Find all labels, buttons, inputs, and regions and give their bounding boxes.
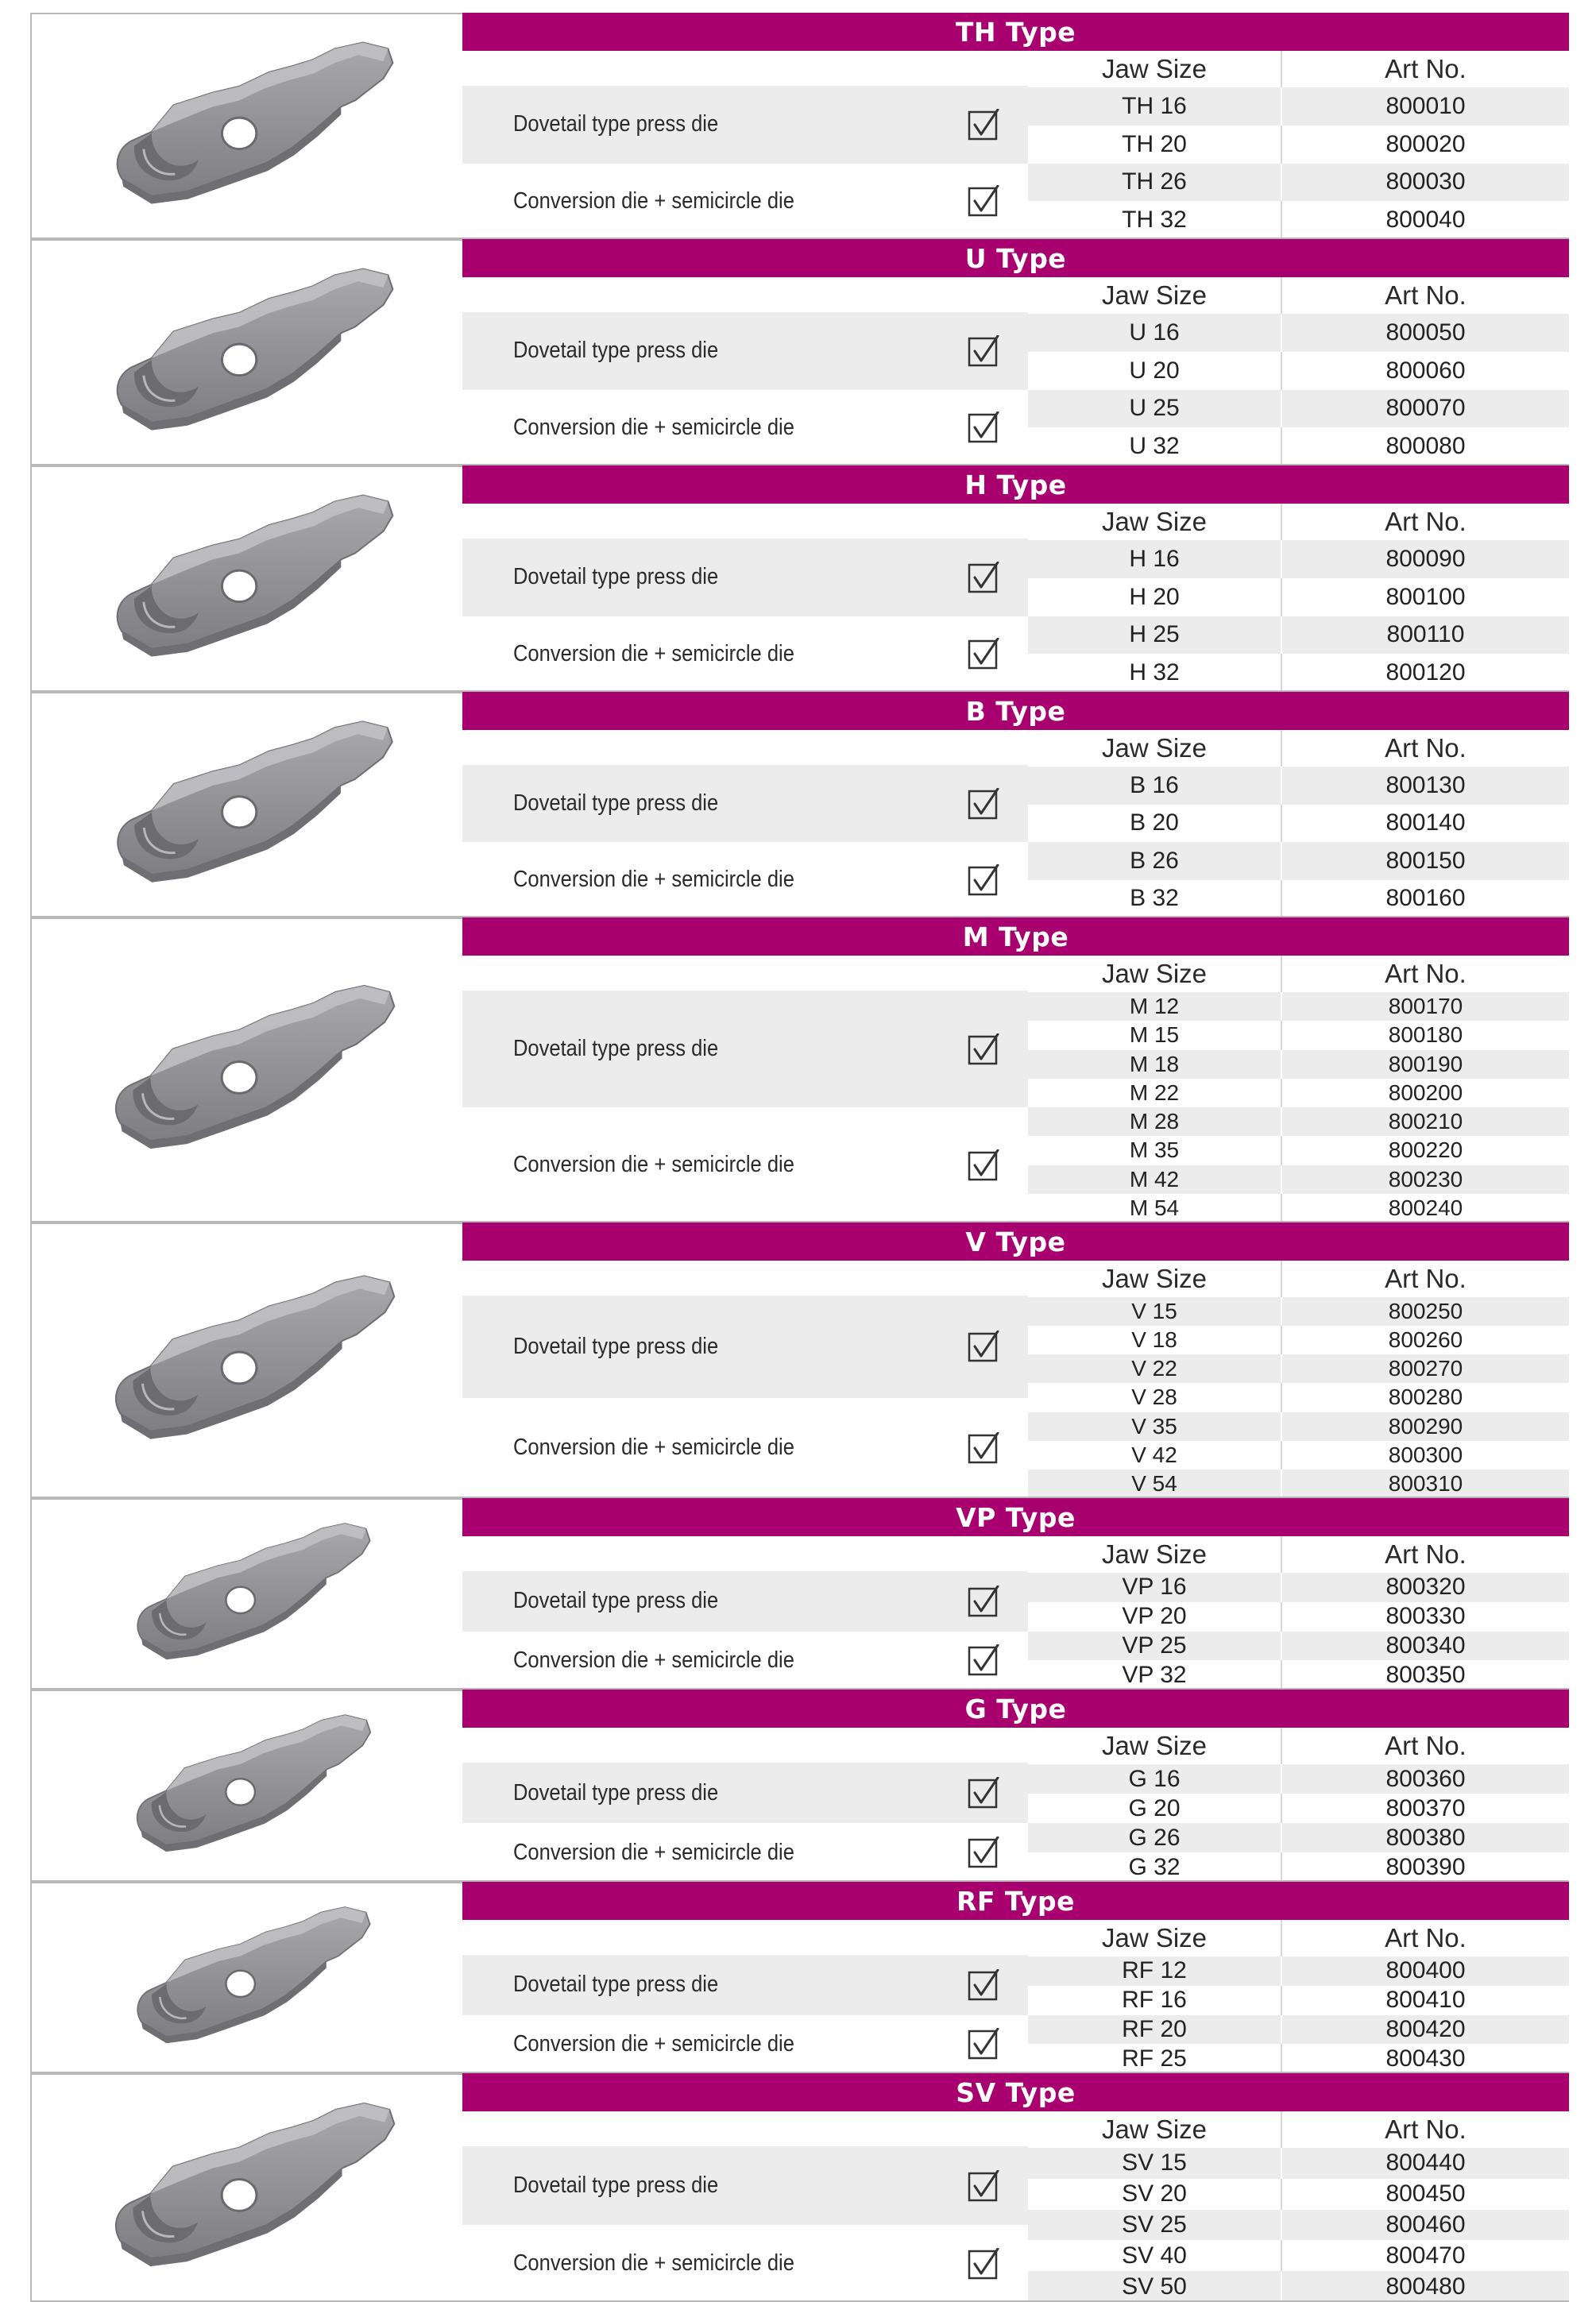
dovetail-label: Dovetail type press die <box>513 790 719 816</box>
table-row <box>1028 540 1569 578</box>
table-header-row <box>1028 504 1569 540</box>
dovetail-row <box>462 765 1028 842</box>
checkbox-checked-icon <box>968 1586 999 1617</box>
type-section <box>30 1882 1569 2073</box>
jaw-size-header: Jaw Size <box>1028 730 1282 767</box>
conversion-row <box>462 1107 1028 1222</box>
art-no-header: Art No. <box>1385 1539 1467 1569</box>
table-row <box>1028 314 1569 352</box>
jaw-size-header: Jaw Size <box>1028 2111 1282 2148</box>
art-no-cell: 800200 <box>1388 1080 1463 1105</box>
art-no-cell: 800210 <box>1388 1109 1463 1134</box>
jaw-size-cell: M 12 <box>1028 992 1282 1021</box>
art-no-cell: 800320 <box>1385 1574 1466 1601</box>
art-no-header: Art No. <box>1385 1923 1467 1952</box>
table-row <box>1028 87 1569 126</box>
section-table <box>462 2073 1569 2302</box>
checkbox-checked-icon <box>968 864 999 896</box>
table-row <box>1028 805 1569 843</box>
table-row <box>1028 992 1569 1021</box>
table-header-row <box>1028 277 1569 314</box>
table-row <box>1028 126 1569 164</box>
table-row <box>1028 616 1569 655</box>
checkbox-checked-icon <box>968 1837 999 1868</box>
jaw-size-cell: G 26 <box>1028 1823 1282 1852</box>
art-no-cell: 800350 <box>1385 1661 1466 1688</box>
table-row <box>1028 2148 1569 2179</box>
jaw-size-cell: V 28 <box>1028 1383 1282 1412</box>
jaw-size-cell: TH 32 <box>1028 201 1282 239</box>
art-no-header: Art No. <box>1385 1264 1467 1293</box>
table-row <box>1028 1297 1569 1326</box>
conversion-row <box>462 164 1028 240</box>
press-die-image <box>32 241 462 464</box>
art-no-cell: 800100 <box>1385 583 1466 610</box>
art-no-cell: 800140 <box>1385 809 1466 836</box>
art-no-cell: 800190 <box>1388 1051 1463 1076</box>
table-header-row <box>1028 1728 1569 1764</box>
art-no-header: Art No. <box>1385 733 1467 763</box>
art-no-cell: 800430 <box>1385 2045 1466 2072</box>
checkbox-checked-icon <box>968 2248 999 2280</box>
art-no-header: Art No. <box>1385 2115 1467 2144</box>
conversion-label: Conversion die + semicircle die <box>513 640 794 666</box>
conversion-row <box>462 2225 1028 2302</box>
jaw-size-cell: TH 20 <box>1028 126 1282 164</box>
label-spacer <box>462 730 1028 767</box>
checkbox-checked-icon <box>968 1969 999 2001</box>
label-spacer <box>462 1920 1028 1956</box>
die-image-cell <box>30 917 462 1222</box>
jaw-size-cell: B 16 <box>1028 767 1282 805</box>
table-row <box>1028 1021 1569 1049</box>
jaw-size-header: Jaw Size <box>1028 956 1282 992</box>
table-row <box>1028 201 1569 239</box>
art-no-cell: 800090 <box>1385 545 1466 572</box>
art-no-cell: 800160 <box>1385 885 1466 912</box>
checkbox-checked-icon <box>968 1033 999 1065</box>
art-no-cell: 800410 <box>1385 1987 1466 2014</box>
art-no-header: Art No. <box>1385 507 1467 536</box>
type-section <box>30 1498 1569 1690</box>
jaw-size-header: Jaw Size <box>1028 1261 1282 1297</box>
table-row <box>1028 654 1569 692</box>
section-table <box>462 13 1569 239</box>
table-header-row <box>1028 1920 1569 1956</box>
dovetail-row <box>462 1763 1028 1823</box>
jaw-size-cell: V 35 <box>1028 1412 1282 1441</box>
art-no-cell: 800150 <box>1385 847 1466 874</box>
dovetail-label: Dovetail type press die <box>513 1779 719 1806</box>
checkbox-checked-icon <box>968 562 999 593</box>
dovetail-label: Dovetail type press die <box>513 1588 719 1614</box>
jaw-size-cell: RF 16 <box>1028 1986 1282 2015</box>
jaw-size-cell: VP 32 <box>1028 1660 1282 1690</box>
table-header-row <box>1028 1536 1569 1573</box>
die-image-cell <box>30 1690 462 1882</box>
art-no-cell: 800360 <box>1385 1765 1466 1792</box>
table-row <box>1028 2044 1569 2073</box>
art-no-cell: 800050 <box>1385 319 1466 346</box>
table-row <box>1028 1441 1569 1470</box>
art-no-cell: 800300 <box>1388 1442 1463 1467</box>
checkbox-checked-icon <box>968 788 999 820</box>
jaw-size-cell: M 35 <box>1028 1136 1282 1165</box>
art-no-cell: 800400 <box>1385 1957 1466 1984</box>
table-row <box>1028 1079 1569 1107</box>
conversion-row <box>462 390 1028 466</box>
art-no-cell: 800060 <box>1385 357 1466 384</box>
conversion-label: Conversion die + semicircle die <box>513 414 794 440</box>
art-no-cell: 800230 <box>1388 1166 1463 1192</box>
table-header-row <box>1028 1261 1569 1297</box>
table-row <box>1028 1050 1569 1079</box>
type-section <box>30 239 1569 465</box>
table-row <box>1028 1573 1569 1602</box>
die-image-cell <box>30 692 462 917</box>
section-title: M Type <box>462 917 1569 956</box>
type-section <box>30 1222 1569 1498</box>
dovetail-row <box>462 1296 1028 1398</box>
jaw-size-header: Jaw Size <box>1028 277 1282 314</box>
table-row <box>1028 578 1569 616</box>
jaw-size-cell: V 54 <box>1028 1470 1282 1498</box>
art-no-cell: 800070 <box>1385 395 1466 422</box>
table-row <box>1028 1412 1569 1441</box>
table-row <box>1028 1660 1569 1690</box>
dovetail-row <box>462 539 1028 616</box>
jaw-size-cell: VP 16 <box>1028 1573 1282 1602</box>
dovetail-row <box>462 312 1028 390</box>
table-row <box>1028 1326 1569 1354</box>
die-image-cell <box>30 1222 462 1498</box>
art-no-cell: 800290 <box>1388 1413 1463 1439</box>
table-row <box>1028 1956 1569 1986</box>
label-spacer <box>462 2111 1028 2148</box>
label-spacer <box>462 1261 1028 1297</box>
label-spacer <box>462 51 1028 87</box>
jaw-size-cell: VP 20 <box>1028 1602 1282 1632</box>
table-row <box>1028 1136 1569 1165</box>
table-row <box>1028 2015 1569 2045</box>
table-row <box>1028 1986 1569 2015</box>
art-no-cell: 800280 <box>1388 1385 1463 1410</box>
checkbox-checked-icon <box>968 335 999 367</box>
jaw-size-cell: V 15 <box>1028 1297 1282 1326</box>
art-no-cell: 800420 <box>1385 2015 1466 2042</box>
table-row <box>1028 164 1569 202</box>
dovetail-row <box>462 991 1028 1107</box>
table-row <box>1028 1107 1569 1136</box>
section-table <box>462 1222 1569 1498</box>
type-section <box>30 2073 1569 2302</box>
table-row <box>1028 1383 1569 1412</box>
type-section <box>30 465 1569 692</box>
table-header-row <box>1028 730 1569 767</box>
jaw-size-cell: VP 25 <box>1028 1632 1282 1661</box>
table-row <box>1028 427 1569 465</box>
conversion-label: Conversion die + semicircle die <box>513 1435 794 1461</box>
conversion-label: Conversion die + semicircle die <box>513 1839 794 1865</box>
jaw-size-cell: TH 26 <box>1028 164 1282 202</box>
dovetail-label: Dovetail type press die <box>513 338 719 364</box>
table-row <box>1028 880 1569 918</box>
die-image-cell <box>30 13 462 239</box>
jaw-size-cell: B 20 <box>1028 805 1282 843</box>
section-table <box>462 917 1569 1222</box>
table-row <box>1028 352 1569 390</box>
art-no-cell: 800110 <box>1386 621 1465 648</box>
table-row <box>1028 1823 1569 1852</box>
section-title: G Type <box>462 1690 1569 1728</box>
table-row <box>1028 1602 1569 1632</box>
jaw-size-cell: G 20 <box>1028 1794 1282 1823</box>
checkbox-checked-icon <box>968 1777 999 1809</box>
dovetail-row <box>462 86 1028 164</box>
jaw-size-cell: TH 16 <box>1028 87 1282 126</box>
checkbox-checked-icon <box>968 1432 999 1464</box>
art-no-cell: 800040 <box>1385 207 1466 234</box>
section-table <box>462 239 1569 465</box>
jaw-size-cell: M 42 <box>1028 1165 1282 1194</box>
table-row <box>1028 1354 1569 1383</box>
table-row <box>1028 2210 1569 2241</box>
conversion-label: Conversion die + semicircle die <box>513 867 794 892</box>
art-no-cell: 800340 <box>1385 1632 1466 1659</box>
conversion-row <box>462 1823 1028 1882</box>
jaw-size-cell: H 16 <box>1028 540 1282 578</box>
art-no-cell: 800130 <box>1385 771 1466 798</box>
label-spacer <box>462 956 1028 992</box>
press-die-image <box>32 693 462 916</box>
checkbox-checked-icon <box>968 411 999 443</box>
section-title: SV Type <box>462 2073 1569 2111</box>
checkbox-checked-icon <box>968 2170 999 2202</box>
checkbox-checked-icon <box>968 1149 999 1181</box>
checkbox-checked-icon <box>968 1644 999 1676</box>
label-spacer <box>462 1728 1028 1764</box>
conversion-row <box>462 1632 1028 1690</box>
checkbox-checked-icon <box>968 109 999 141</box>
section-table <box>462 465 1569 692</box>
jaw-size-cell: M 18 <box>1028 1050 1282 1079</box>
art-no-header: Art No. <box>1385 280 1467 310</box>
press-die-image <box>32 1883 462 2072</box>
art-no-cell: 800450 <box>1385 2180 1466 2207</box>
die-image-cell <box>30 465 462 692</box>
art-no-header: Art No. <box>1385 1731 1467 1760</box>
table-row <box>1028 2271 1569 2302</box>
die-image-cell <box>30 1498 462 1690</box>
press-die-image <box>32 467 462 690</box>
art-no-header: Art No. <box>1385 959 1467 988</box>
press-die-image <box>32 1224 462 1497</box>
conversion-row <box>462 842 1028 917</box>
jaw-size-cell: B 26 <box>1028 842 1282 880</box>
art-no-cell: 800440 <box>1385 2149 1466 2176</box>
checkbox-checked-icon <box>968 638 999 670</box>
jaw-size-cell: SV 15 <box>1028 2148 1282 2179</box>
dovetail-label: Dovetail type press die <box>513 2173 719 2198</box>
jaw-size-cell: SV 20 <box>1028 2179 1282 2210</box>
dovetail-row <box>462 1955 1028 2015</box>
table-header-row <box>1028 51 1569 87</box>
section-title: H Type <box>462 465 1569 504</box>
table-row <box>1028 1470 1569 1498</box>
press-die-image <box>32 919 462 1221</box>
section-table <box>462 1498 1569 1690</box>
jaw-size-cell: SV 40 <box>1028 2240 1282 2271</box>
jaw-size-header: Jaw Size <box>1028 1728 1282 1764</box>
jaw-size-cell: H 25 <box>1028 616 1282 655</box>
conversion-label: Conversion die + semicircle die <box>513 1152 794 1177</box>
jaw-size-header: Jaw Size <box>1028 1920 1282 1956</box>
conversion-label: Conversion die + semicircle die <box>513 187 794 214</box>
table-row <box>1028 842 1569 880</box>
conversion-label: Conversion die + semicircle die <box>513 1647 794 1673</box>
type-section <box>30 692 1569 917</box>
table-header-row <box>1028 956 1569 992</box>
jaw-size-header: Jaw Size <box>1028 51 1282 87</box>
section-title: V Type <box>462 1222 1569 1261</box>
table-row <box>1028 1794 1569 1823</box>
section-title: B Type <box>462 692 1569 730</box>
dovetail-label: Dovetail type press die <box>513 1972 719 1998</box>
jaw-size-cell: SV 50 <box>1028 2271 1282 2302</box>
type-section <box>30 917 1569 1222</box>
die-image-cell <box>30 2073 462 2302</box>
type-section <box>30 13 1569 239</box>
table-row <box>1028 2179 1569 2210</box>
checkbox-checked-icon <box>968 2028 999 2060</box>
section-title: RF Type <box>462 1882 1569 1920</box>
section-table <box>462 1882 1569 2073</box>
dovetail-label: Dovetail type press die <box>513 1036 719 1061</box>
art-no-header: Art No. <box>1385 54 1467 83</box>
press-die-image <box>32 1500 462 1688</box>
art-no-cell: 800240 <box>1388 1195 1463 1220</box>
dovetail-row <box>462 1571 1028 1632</box>
jaw-size-cell: SV 25 <box>1028 2210 1282 2241</box>
jaw-size-cell: V 42 <box>1028 1441 1282 1470</box>
jaw-size-cell: U 16 <box>1028 314 1282 352</box>
jaw-size-cell: V 18 <box>1028 1326 1282 1354</box>
table-row <box>1028 1632 1569 1661</box>
dovetail-label: Dovetail type press die <box>513 1333 719 1359</box>
dovetail-label: Dovetail type press die <box>513 564 719 590</box>
table-row <box>1028 1764 1569 1794</box>
jaw-size-cell: M 22 <box>1028 1079 1282 1107</box>
art-no-cell: 800390 <box>1385 1853 1466 1880</box>
conversion-label: Conversion die + semicircle die <box>513 2250 794 2276</box>
table-row <box>1028 767 1569 805</box>
die-image-cell <box>30 239 462 465</box>
section-title: VP Type <box>462 1498 1569 1536</box>
label-spacer <box>462 1536 1028 1573</box>
jaw-size-cell: H 20 <box>1028 578 1282 616</box>
section-table <box>462 692 1569 917</box>
jaw-size-cell: G 16 <box>1028 1764 1282 1794</box>
conversion-label: Conversion die + semicircle die <box>513 2030 794 2057</box>
art-no-cell: 800470 <box>1385 2242 1466 2269</box>
checkbox-checked-icon <box>968 185 999 217</box>
section-title: U Type <box>462 239 1569 277</box>
art-no-cell: 800310 <box>1388 1470 1463 1496</box>
conversion-row <box>462 2015 1028 2074</box>
art-no-cell: 800180 <box>1388 1022 1463 1048</box>
art-no-cell: 800370 <box>1385 1794 1466 1821</box>
jaw-size-cell: U 25 <box>1028 390 1282 428</box>
jaw-size-cell: M 54 <box>1028 1194 1282 1222</box>
art-no-cell: 800480 <box>1385 2273 1466 2300</box>
table-row <box>1028 1165 1569 1194</box>
jaw-size-cell: B 32 <box>1028 880 1282 918</box>
jaw-size-cell: RF 20 <box>1028 2015 1282 2045</box>
section-title: TH Type <box>462 13 1569 51</box>
art-no-cell: 800380 <box>1385 1824 1466 1851</box>
table-row <box>1028 1852 1569 1882</box>
press-die-image <box>32 2075 462 2300</box>
art-no-cell: 800260 <box>1388 1327 1463 1353</box>
type-section <box>30 1690 1569 1882</box>
art-no-cell: 800020 <box>1385 130 1466 157</box>
die-image-cell <box>30 1882 462 2073</box>
jaw-size-cell: G 32 <box>1028 1852 1282 1882</box>
art-no-cell: 800250 <box>1388 1299 1463 1324</box>
jaw-size-cell: H 32 <box>1028 654 1282 692</box>
table-row <box>1028 2240 1569 2271</box>
art-no-cell: 800460 <box>1385 2211 1466 2238</box>
table-header-row <box>1028 2111 1569 2148</box>
jaw-size-cell: V 22 <box>1028 1354 1282 1383</box>
jaw-size-cell: M 15 <box>1028 1021 1282 1049</box>
label-spacer <box>462 277 1028 314</box>
dovetail-label: Dovetail type press die <box>513 111 719 137</box>
table-row <box>1028 390 1569 428</box>
jaw-size-cell: RF 25 <box>1028 2044 1282 2073</box>
art-no-cell: 800170 <box>1388 994 1463 1019</box>
jaw-size-header: Jaw Size <box>1028 1536 1282 1573</box>
jaw-size-cell: U 32 <box>1028 427 1282 465</box>
art-no-cell: 800010 <box>1385 92 1466 119</box>
art-no-cell: 800120 <box>1385 659 1466 686</box>
art-no-cell: 800330 <box>1385 1603 1466 1630</box>
jaw-size-cell: U 20 <box>1028 352 1282 390</box>
jaw-size-cell: RF 12 <box>1028 1956 1282 1986</box>
section-table <box>462 1690 1569 1882</box>
checkbox-checked-icon <box>968 1331 999 1362</box>
art-no-cell: 800030 <box>1385 168 1466 195</box>
conversion-row <box>462 1398 1028 1499</box>
jaw-size-header: Jaw Size <box>1028 504 1282 540</box>
press-die-image <box>32 1691 462 1880</box>
art-no-cell: 800220 <box>1388 1137 1463 1163</box>
dovetail-row <box>462 2146 1028 2225</box>
art-no-cell: 800080 <box>1385 433 1466 460</box>
conversion-row <box>462 616 1028 693</box>
art-no-cell: 800270 <box>1388 1356 1463 1381</box>
label-spacer <box>462 504 1028 540</box>
table-row <box>1028 1194 1569 1222</box>
jaw-size-cell: M 28 <box>1028 1107 1282 1136</box>
press-die-image <box>32 14 462 238</box>
